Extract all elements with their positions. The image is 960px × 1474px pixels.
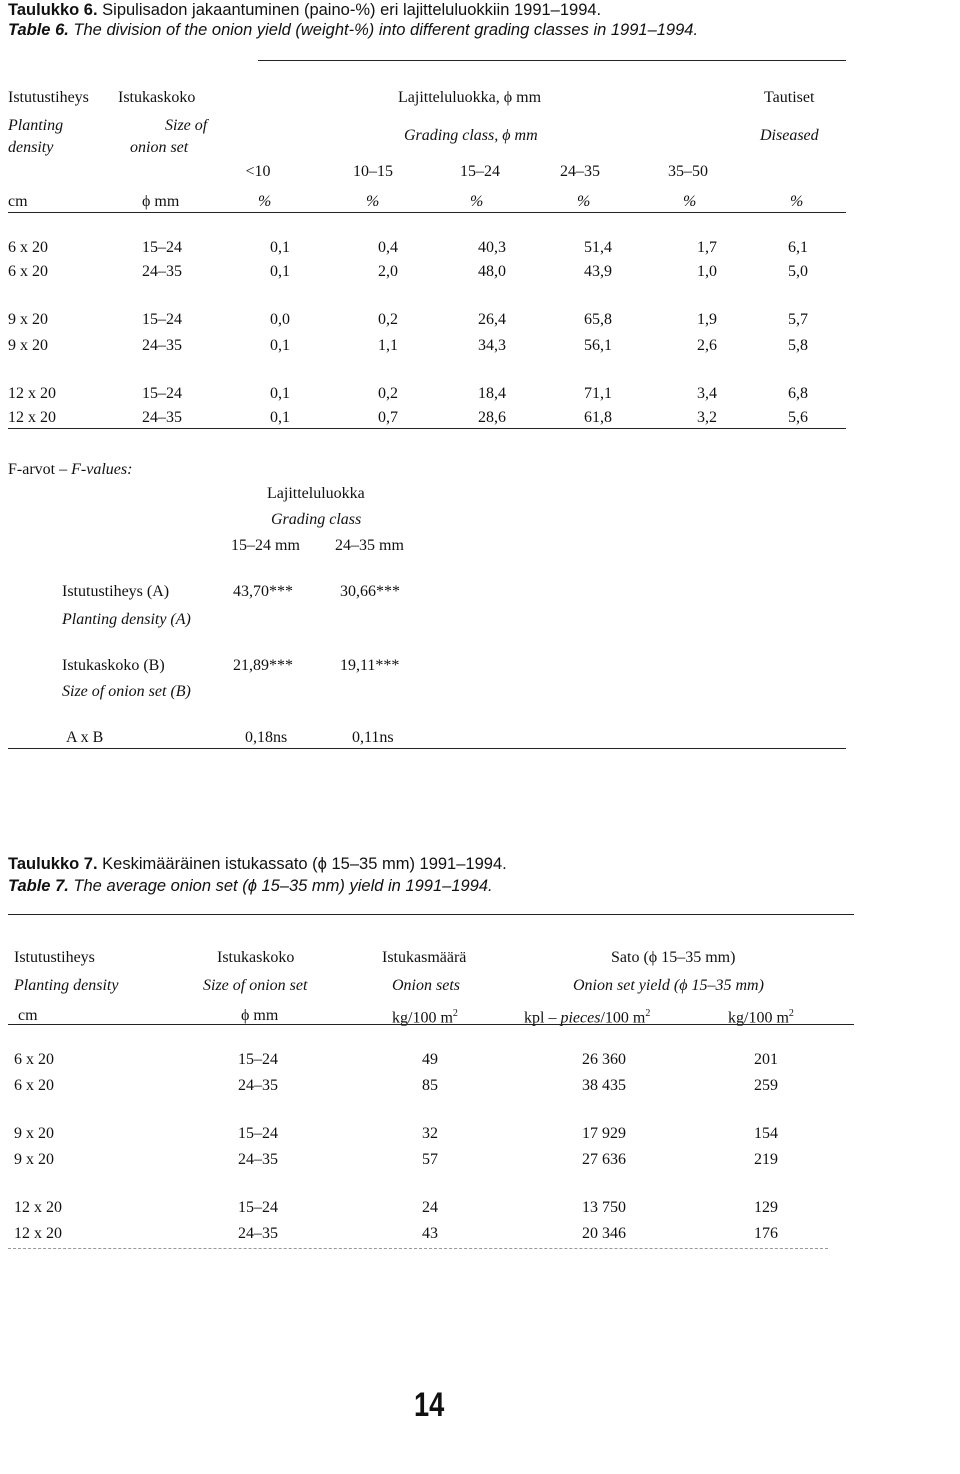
t7-size-en: Size of onion set	[203, 977, 308, 994]
table-cell: 1,7	[697, 239, 717, 256]
density-label-en-2: density	[8, 139, 54, 156]
table7-top-rule	[8, 914, 854, 915]
table-cell: 0,1	[270, 239, 290, 256]
unit-cm: cm	[8, 193, 28, 210]
table-cell: 24	[422, 1199, 438, 1216]
table7-header-rule	[8, 1024, 854, 1025]
table-cell: 26,4	[478, 311, 506, 328]
table-cell: 3,2	[697, 409, 717, 426]
class-header: 10–15	[353, 163, 393, 180]
table-cell: 0,1	[270, 263, 290, 280]
table-cell: 0,2	[378, 311, 398, 328]
table-cell: 9 x 20	[14, 1125, 54, 1142]
table-cell: 154	[754, 1125, 778, 1142]
table-cell: 3,4	[697, 385, 717, 402]
size-label-en-2: onion set	[130, 139, 189, 156]
t7-unit-cm: cm	[18, 1007, 38, 1024]
fvalues-row-label-fi: Istukaskoko (B)	[62, 657, 165, 674]
fvalues-col1: 15–24 mm	[231, 537, 300, 554]
table-cell: 65,8	[584, 311, 612, 328]
table-cell: 48,0	[478, 263, 506, 280]
table-cell: 28,6	[478, 409, 506, 426]
table-cell: 0,2	[378, 385, 398, 402]
table-cell: 43	[422, 1225, 438, 1242]
table-cell: 32	[422, 1125, 438, 1142]
table6-caption-en: Table 6. The division of the onion yield (weight-%) into different grading classes in 1991–1994.	[8, 21, 699, 39]
unit-pct: %	[790, 193, 804, 210]
size-label-en-1: Size of	[165, 117, 208, 134]
fvalues-row-label-en: Planting density (A)	[62, 611, 191, 628]
table-cell: 5,8	[788, 337, 808, 354]
t7-unit-mm: ϕ mm	[241, 1007, 279, 1024]
diseased-label-fi: Tautiset	[764, 89, 815, 106]
fvalues-value: 43,70***	[233, 583, 293, 600]
table7-bottom-rule	[8, 1248, 828, 1249]
t7-size-fi: Istukaskoko	[217, 949, 295, 966]
table-cell: 24–35	[238, 1077, 278, 1094]
table-cell: 12 x 20	[14, 1199, 62, 1216]
table-cell: 1,0	[697, 263, 717, 280]
table-cell: 61,8	[584, 409, 612, 426]
table-cell: 1,9	[697, 311, 717, 328]
t7-yield-en: Onion set yield (ϕ 15–35 mm)	[573, 977, 764, 994]
table-cell: 201	[754, 1051, 778, 1068]
t7-unit-sets: kg/100 $m^2$	[392, 1008, 458, 1027]
diseased-label-en: Diseased	[760, 127, 819, 144]
header-rule	[8, 212, 846, 213]
table-cell: 24–35	[142, 337, 182, 354]
table-cell: 71,1	[584, 385, 612, 402]
table-cell: 5,0	[788, 263, 808, 280]
table-cell: 26 360	[582, 1051, 626, 1068]
table-cell: 12 x 20	[14, 1225, 62, 1242]
table-cell: 24–35	[142, 409, 182, 426]
table-cell: 18,4	[478, 385, 506, 402]
table-cell: 27 636	[582, 1151, 626, 1168]
table-cell: 43,9	[584, 263, 612, 280]
t7-sets-fi: Istukasmäärä	[382, 949, 467, 966]
table-cell: 85	[422, 1077, 438, 1094]
class-header: 15–24	[460, 163, 500, 180]
table-cell: 24–35	[238, 1151, 278, 1168]
table-cell: 0,1	[270, 385, 290, 402]
table-cell: 12 x 20	[8, 409, 56, 426]
table-cell: 5,6	[788, 409, 808, 426]
table-cell: 0,1	[270, 337, 290, 354]
table6-caption-fi: Taulukko 6. Sipulisadon jakaantuminen (paino-%) eri lajitteluluokkiin 1991–1994.	[8, 1, 602, 19]
density-label-en-1: Planting	[8, 117, 64, 134]
table-cell: 9 x 20	[8, 311, 48, 328]
fvalues-col2: 24–35 mm	[335, 537, 404, 554]
table-cell: 15–24	[238, 1125, 278, 1142]
table-cell: 40,3	[478, 239, 506, 256]
table-cell: 15–24	[142, 385, 182, 402]
class-header: 35–50	[668, 163, 708, 180]
table-cell: 38 435	[582, 1077, 626, 1094]
table7-caption-fi: Taulukko 7. Keskimääräinen istukassato (ϕ 15–35 mm) 1991–1994.	[8, 855, 507, 873]
unit-mm: ϕ mm	[142, 193, 180, 210]
table-cell: 15–24	[142, 239, 182, 256]
table-cell: 17 929	[582, 1125, 626, 1142]
fvalues-class-en: Grading class	[271, 511, 362, 528]
table-cell: 20 346	[582, 1225, 626, 1242]
t7-yield-fi: Sato (ϕ 15–35 mm)	[611, 949, 736, 966]
bottom-rule	[8, 428, 846, 429]
table-cell: 5,7	[788, 311, 808, 328]
table-cell: 34,3	[478, 337, 506, 354]
table-cell: 259	[754, 1077, 778, 1094]
table-cell: 12 x 20	[8, 385, 56, 402]
table-cell: 6 x 20	[8, 239, 48, 256]
t7-density-fi: Istutustiheys	[14, 949, 95, 966]
table-cell: 9 x 20	[14, 1151, 54, 1168]
table-cell: 1,1	[378, 337, 398, 354]
size-label-fi: Istukaskoko	[118, 89, 196, 106]
class-header: 24–35	[560, 163, 600, 180]
table-cell: 51,4	[584, 239, 612, 256]
table-cell: 0,4	[378, 239, 398, 256]
fvalues-value: 19,11***	[340, 657, 400, 674]
grading-label-fi: Lajitteluluokka, ϕ mm	[398, 89, 542, 106]
table-cell: 13 750	[582, 1199, 626, 1216]
table-cell: 15–24	[238, 1051, 278, 1068]
unit-pct: %	[366, 193, 380, 210]
fvalues-value: 0,11ns	[352, 729, 394, 746]
table-cell: 56,1	[584, 337, 612, 354]
t7-unit-pieces: kpl – pieces/100 $m^2$	[524, 1008, 651, 1027]
fvalues-row-label-fi: Istutustiheys (A)	[62, 583, 170, 600]
fvalues-title: F-arvot – F-values:	[8, 461, 133, 478]
t7-unit-kg: kg/100 $m^2$	[728, 1008, 794, 1027]
table-cell: 0,1	[270, 409, 290, 426]
table-cell: 6 x 20	[14, 1077, 54, 1094]
fvalues-row-label-fi: A x B	[66, 729, 104, 746]
table-cell: 6,1	[788, 239, 808, 256]
table-cell: 0,7	[378, 409, 398, 426]
table-cell: 24–35	[238, 1225, 278, 1242]
table-cell: 2,6	[697, 337, 717, 354]
table-cell: 219	[754, 1151, 778, 1168]
table7-caption-en: Table 7. The average onion set (ϕ 15–35 mm) yield in 1991–1994.	[8, 877, 493, 895]
table-cell: 2,0	[378, 263, 398, 280]
fvalues-row-label-en: Size of onion set (B)	[62, 683, 191, 700]
table-cell: 49	[422, 1051, 438, 1068]
unit-pct: %	[258, 193, 272, 210]
class-header: <10	[245, 163, 271, 180]
unit-pct: %	[470, 193, 484, 210]
table-cell: 15–24	[238, 1199, 278, 1216]
table-cell: 24–35	[142, 263, 182, 280]
t7-sets-en: Onion sets	[392, 977, 460, 994]
table-cell: 9 x 20	[8, 337, 48, 354]
unit-pct: %	[577, 193, 591, 210]
fvalues-class-fi: Lajitteluluokka	[267, 485, 365, 502]
table-cell: 0,0	[270, 311, 290, 328]
density-label-fi: Istutustiheys	[8, 89, 89, 106]
table-cell: 176	[754, 1225, 778, 1242]
top-rule	[258, 60, 846, 61]
page-number: 14	[414, 1386, 445, 1424]
fvalues-value: 0,18ns	[245, 729, 288, 746]
grading-label-en: Grading class, ϕ mm	[404, 127, 538, 144]
fvalues-value: 30,66***	[340, 583, 400, 600]
unit-pct: %	[683, 193, 697, 210]
fvalues-value: 21,89***	[233, 657, 293, 674]
table-cell: 6 x 20	[14, 1051, 54, 1068]
table-cell: 129	[754, 1199, 778, 1216]
table-cell: 57	[422, 1151, 438, 1168]
table-cell: 15–24	[142, 311, 182, 328]
t7-density-en: Planting density	[14, 977, 119, 994]
fvalues-rule	[8, 748, 846, 749]
table-cell: 6,8	[788, 385, 808, 402]
table-cell: 6 x 20	[8, 263, 48, 280]
